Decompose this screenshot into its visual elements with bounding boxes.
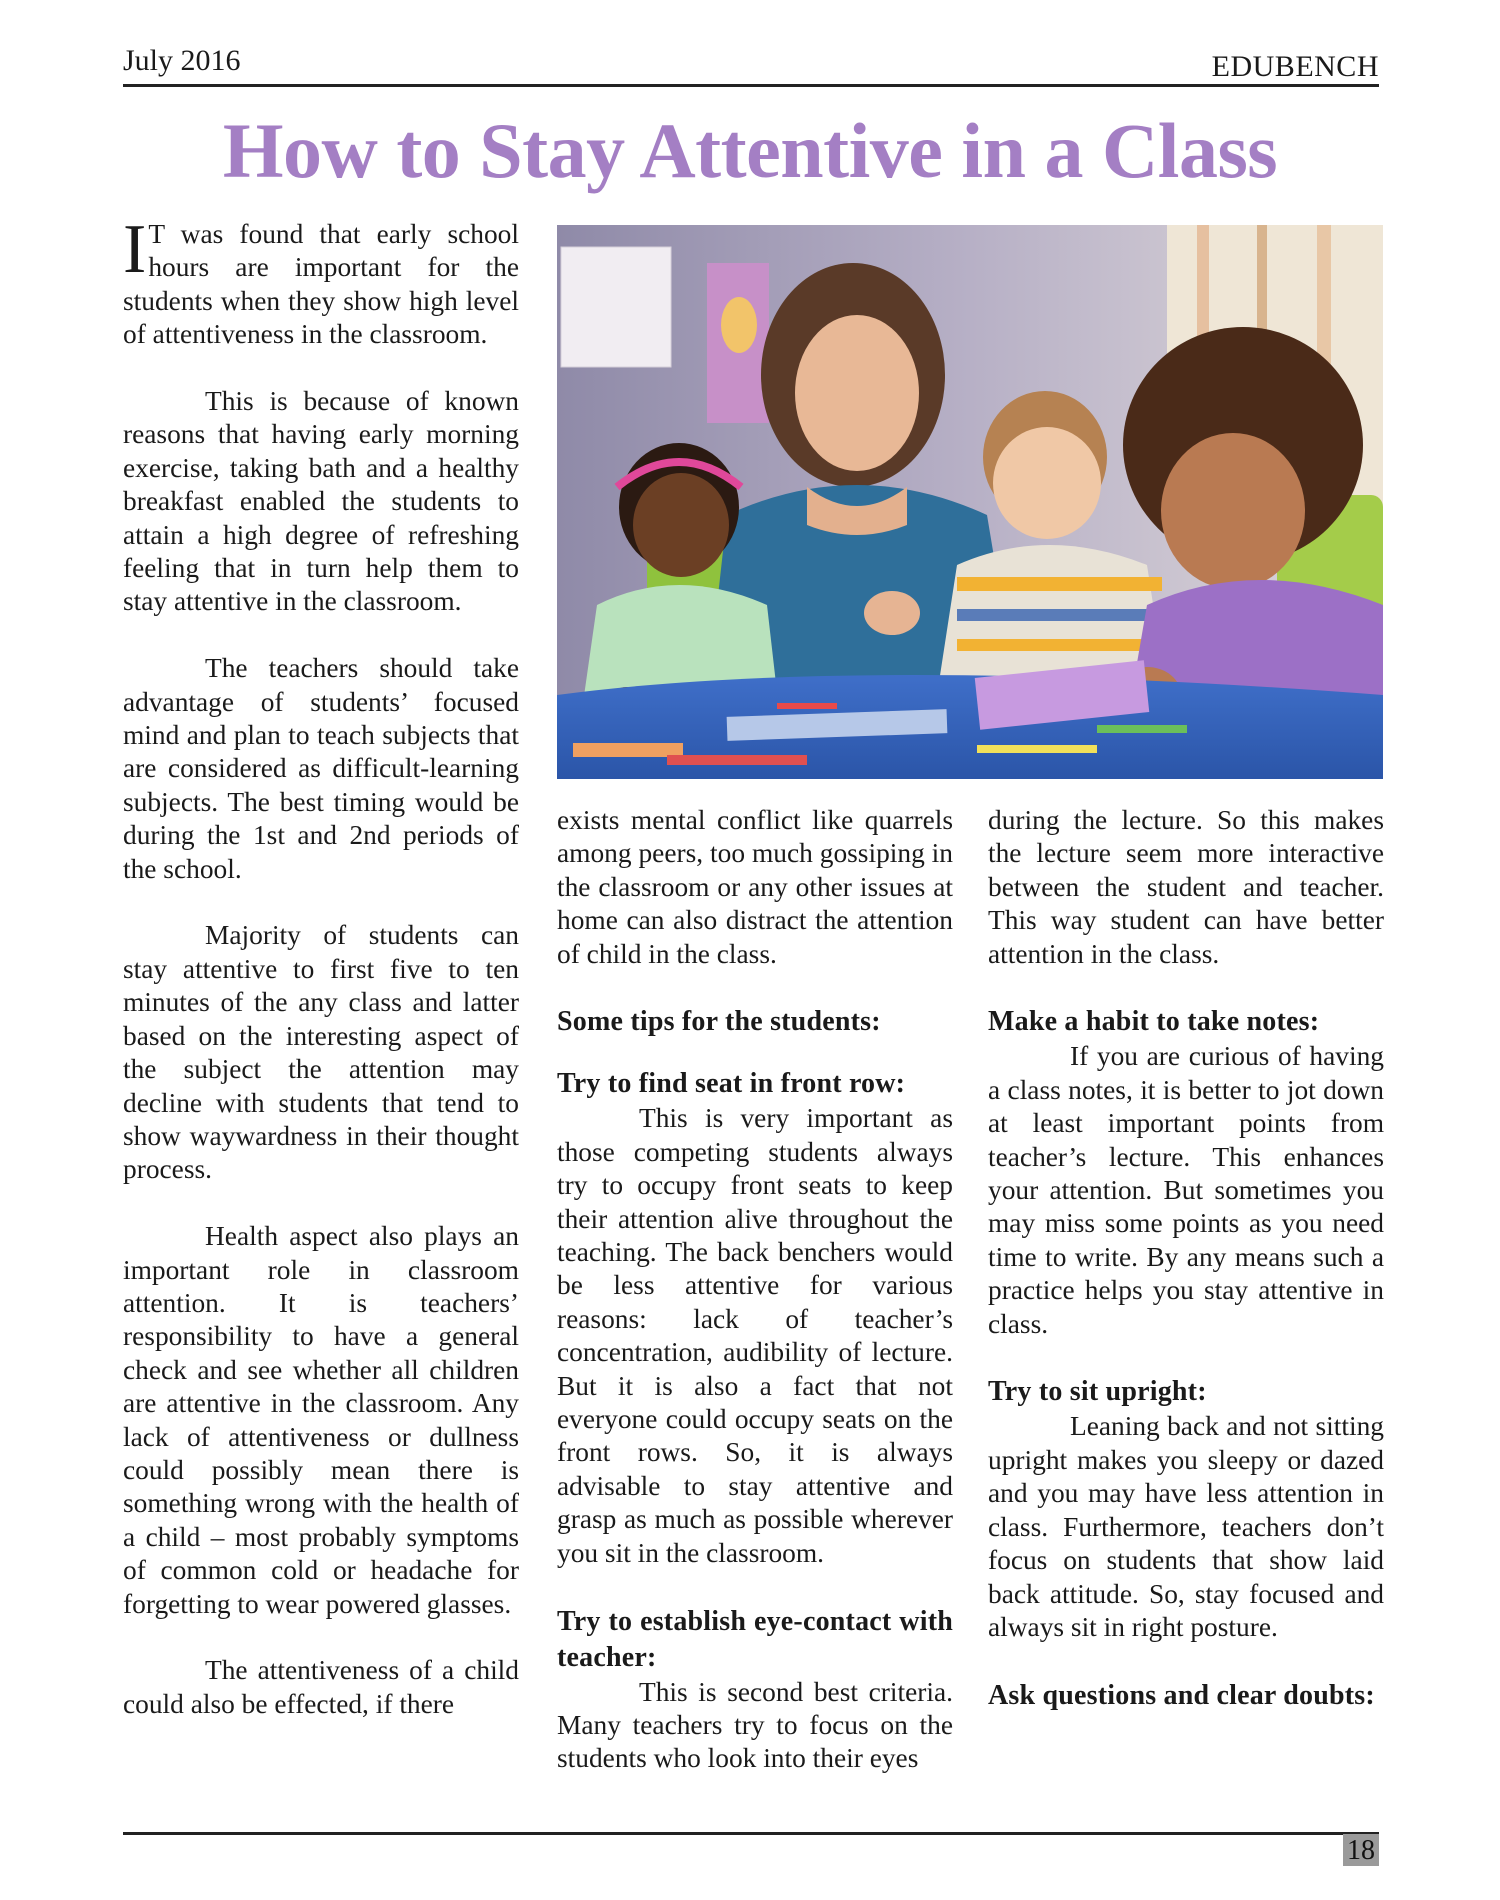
paragraph-intro: [123, 211, 519, 352]
subheading-front-row: Try to find seat in front row:: [557, 1068, 906, 1100]
paragraph: This is very important as those competing students always try to occupy front seats to keep their attention alive throughout the teaching. The back benchers would be less attentive for various reasons: lack of teacher’s concentration, audibility of lecture. But it is also a fact that not everyone could occupy seats on the front rows. So, it is always advisable to stay attentive and grasp as much as possible wherever you sit in the classroom.: [557, 1103, 953, 1568]
paragraph: Leaning back and not sitting upright makes you sleepy or dazed and you may have less attention in class. Furthermore, teachers don’t focus on students that show laid back attitude. So, stay focused and always sit in right posture.: [988, 1411, 1384, 1642]
page-number: 18: [1343, 1834, 1379, 1866]
paragraph: Health aspect also plays an important role in classroom attention. It is teachers’ responsibility to have a general check and see whether all children are attentive in the classroom. Any lack of attentiveness or dullness could possibly mean there is something wrong with the health of a child – most probably symptoms of common cold or headache for forgetting to wear powered glasses.: [123, 1221, 519, 1619]
footer-rule: [123, 1832, 1379, 1835]
subheading-eye-contact: Try to establish eye-contact with teacher:: [557, 1605, 953, 1673]
column-3: [988, 804, 1384, 1714]
issue-date: July 2016: [123, 44, 241, 77]
paragraph-intro-text: T was found that early school hours are important for the students when they show high level of attentiveness in the classroom.: [123, 219, 519, 350]
paragraph: during the lecture. So this makes the lecture seem more interactive between the student and teacher. This way student can have better attention in the class.: [988, 805, 1384, 969]
paragraph: Majority of students can stay attentive to first five to ten minutes of the any class and latter based on the interesting aspect of the subject the attention may decline with students that tend to show waywardness in their thought process.: [123, 920, 519, 1185]
column-2: [557, 804, 953, 1809]
article-title: How to Stay Attentive in a Class: [222, 107, 1278, 194]
paragraph: The attentiveness of a child could also be effected, if there: [123, 1655, 519, 1719]
paragraph: The teachers should take advantage of students’ focused mind and plan to teach subjects that are considered as difficult-learning subjects. The best timing would be during the 1st and 2nd periods of the school.: [123, 653, 519, 884]
paragraph: This is second best criteria. Many teachers try to focus on the students who look into their eyes: [557, 1676, 953, 1774]
subheading-take-notes: Make a habit to take notes:: [988, 1006, 1320, 1038]
paragraph: exists mental conflict like quarrels among peers, too much gossiping in the classroom or any other issues at home can also distract the attention of child in the class.: [557, 805, 953, 969]
subheading-tips: Some tips for the students:: [557, 1006, 881, 1038]
subheading-ask-questions: Ask questions and clear doubts:: [988, 1679, 1375, 1711]
drop-cap: I: [123, 211, 147, 288]
publication-name: EDUBENCH: [1211, 50, 1379, 83]
column-1: [123, 211, 519, 1755]
paragraph: This is because of known reasons that having early morning exercise, taking bath and a healthy breakfast enabled the students to attain a high degree of refreshing feeling that in turn help them to stay attentive in the classroom.: [123, 386, 519, 617]
subheading-sit-upright: Try to sit upright:: [988, 1376, 1207, 1408]
header-rule: [123, 84, 1379, 87]
paragraph: If you are curious of having a class notes, it is better to jot down at least important points from teacher’s lecture. This enhances your attention. But sometimes you may miss some points as you need time to write. By any means such a practice helps you stay attentive in class.: [988, 1041, 1384, 1339]
classroom-photo: [557, 225, 1383, 779]
